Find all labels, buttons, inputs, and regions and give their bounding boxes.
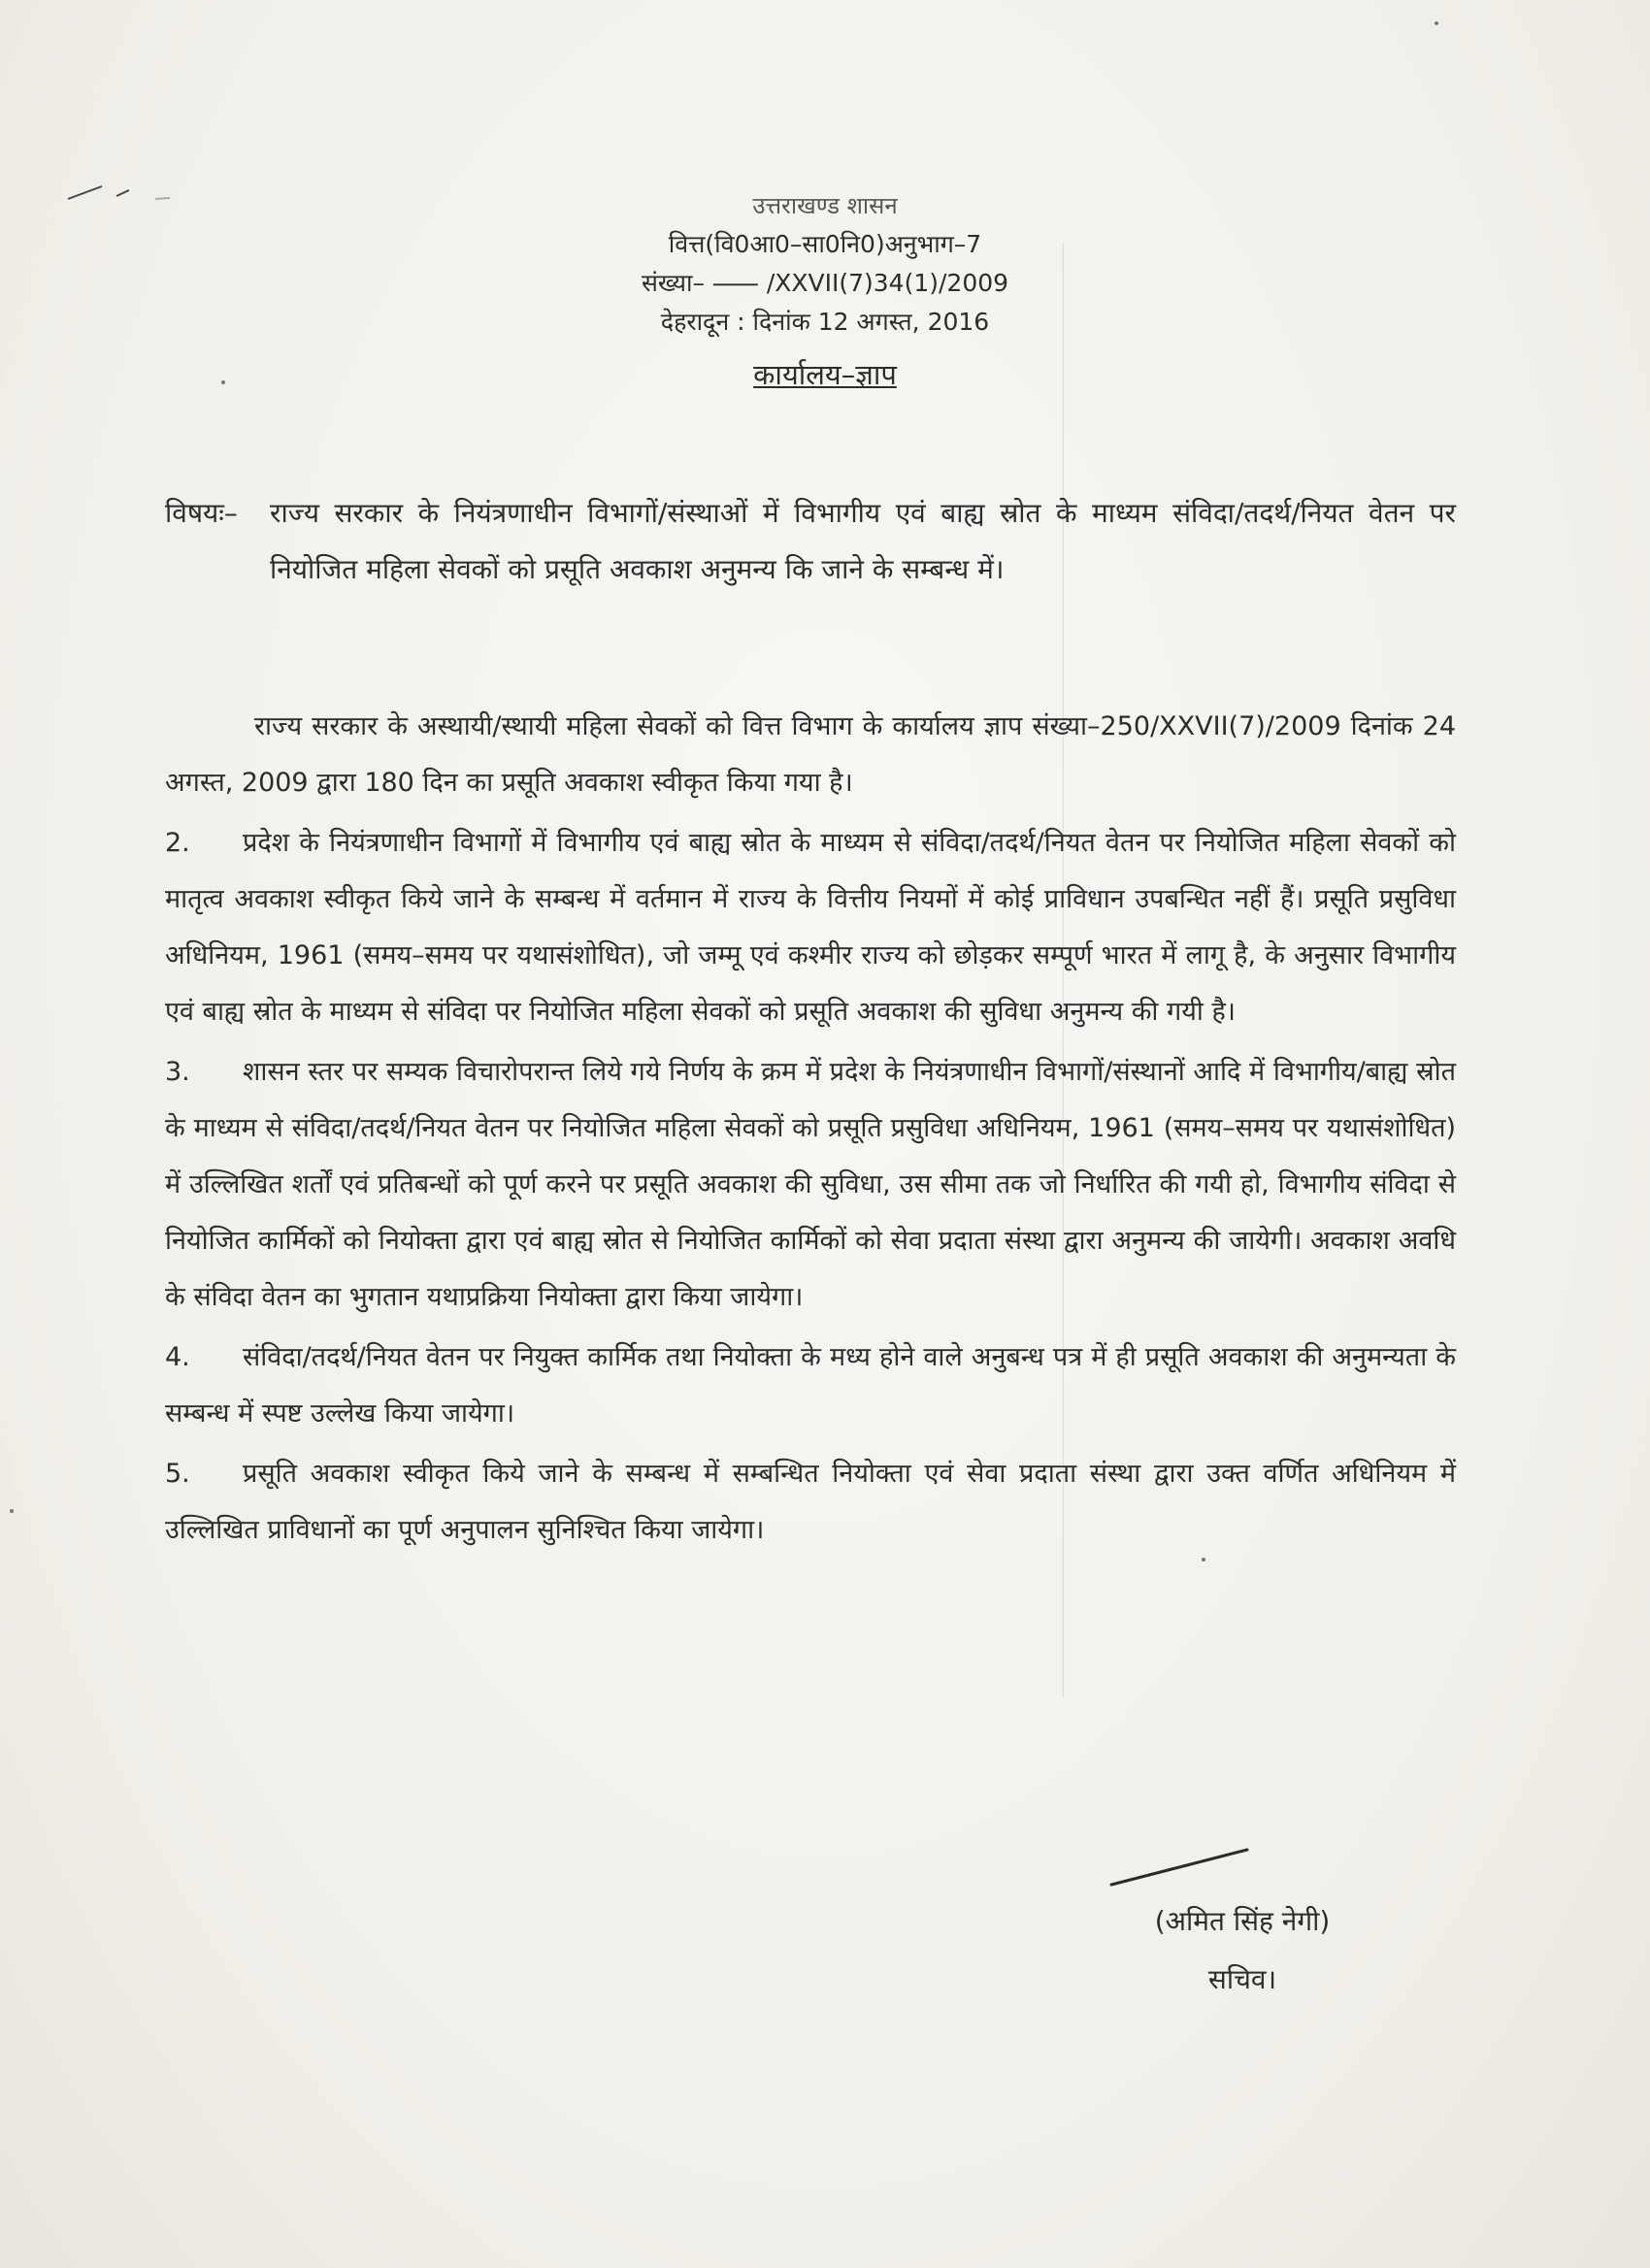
reference-number: संख्या– ⸺ /XXVII(7)34(1)/2009 — [641, 269, 1009, 297]
issue-date: देहरादून : दिनांक 12 अगस्त, 2016 — [660, 308, 990, 336]
govt-name: उत्तराखण्ड शासन — [752, 192, 898, 219]
scan-speck — [1435, 21, 1438, 25]
paragraph-3 — [165, 1044, 1456, 1326]
paragraph-4 — [165, 1330, 1456, 1442]
pen-mark — [63, 175, 180, 223]
paragraph-number: 3. — [165, 1057, 190, 1087]
subject-block — [165, 485, 1456, 598]
paragraph-text: प्रसूति अवकाश स्वीकृत किये जाने के सम्बन्ध में सम्बन्धित नियोक्ता एवं सेवा प्रदाता संस्था द्वारा उक्त वर्णित अधिनियम में उल्लिखित प्राविधानों का पूर्ण अनुपालन सुनिश्चित किया जायेगा। — [165, 1459, 1456, 1545]
scan-speck — [10, 1509, 14, 1513]
paragraph-2 — [165, 815, 1456, 1040]
scan-speck — [1202, 1558, 1205, 1561]
paragraph-5 — [165, 1446, 1456, 1559]
scan-speck — [221, 380, 225, 384]
paragraph-number: 2. — [165, 828, 190, 858]
signature-block — [1097, 1834, 1388, 2009]
document-body — [165, 699, 1456, 1562]
paragraph-text: शासन स्तर पर सम्यक विचारोपरान्त लिये गये निर्णय के क्रम में प्रदेश के नियंत्रणाधीन विभागों/संस्थानों आदि में विभागीय/बाह्य स्रोत के माध्यम से संविदा/तदर्थ/नियत वेतन पर नियोजित महिला सेवकों को प्रसूति प्रसुविधा अधिनियम, 1961 (समय–समय पर यथासंशोधित) में उल्लिखित शर्तों एवं प्रतिबन्धों को पूर्ण करने पर प्रसूति अवकाश की सुविधा, उस सीमा तक जो निर्धारित की गयी हो, विभागीय संविदा से नियोजित कार्मिकों को नियोक्ता द्वारा एवं बाह्य स्रोत से नियोजित कार्मिकों को सेवा प्रदाता संस्था द्वारा अनुमन्य की जायेगी। अवकाश अवधि के संविदा वेतन का भुगतान यथाप्रक्रिया नियोक्ता द्वारा किया जायेगा। — [165, 1057, 1456, 1312]
paragraph-text: संविदा/तदर्थ/नियत वेतन पर नियुक्त कार्मिक तथा नियोक्ता के मध्य होने वाले अनुबन्ध पत्र में ही प्रसूति अवकाश की अनुमन्यता के सम्बन्ध में स्पष्ट उल्लेख किया जायेगा। — [165, 1342, 1456, 1429]
department: वित्त(वि0आ0–सा0नि0)अनुभाग–7 — [668, 230, 982, 258]
signatory-name: (अमित सिंह नेगी) — [1154, 1905, 1331, 1937]
subject-text: राज्य सरकार के नियंत्रणाधीन विभागों/संस्थाओं में विभागीय एवं बाह्य स्रोत के माध्यम संविदा/तदर्थ/नियत वेतन पर नियोजित महिला सेवकों को प्रसूति अवकाश अनुमन्य कि जाने के सम्बन्ध में। — [270, 497, 1456, 585]
document-header — [485, 186, 1165, 396]
subject-label: विषयः– — [165, 497, 238, 529]
paragraph-1: राज्य सरकार के अस्थायी/स्थायी महिला सेवकों को वित्त विभाग के कार्यालय ज्ञाप संख्या–250/XXVII(7)/2009 दिनांक 24 अगस्त, 2009 द्वारा 180 दिन का प्रसूति अवकाश स्वीकृत किया गया है। — [165, 711, 1456, 798]
paragraph-number: 4. — [165, 1342, 190, 1372]
document-title: कार्यालय–ज्ञाप — [753, 358, 897, 391]
signatory-designation: सचिव। — [1207, 1963, 1277, 1995]
paragraph-number: 5. — [165, 1459, 190, 1489]
paragraph-text: प्रदेश के नियंत्रणाधीन विभागों में विभागीय एवं बाह्य स्रोत के माध्यम से संविदा/तदर्थ/नियत वेतन पर नियोजित महिला सेवकों को मातृत्व अवकाश स्वीकृत किये जाने के सम्बन्ध में वर्तमान में राज्य के वित्तीय नियमों में कोई प्राविधान उपबन्धित नहीं हैं। प्रसूति प्रसुविधा अधिनियम, 1961 (समय–समय पर यथासंशोधित), जो जम्मू एवं कश्मीर राज्य को छोड़कर सम्पूर्ण भारत में लागू है, के अनुसार विभागीय एवं बाह्य स्रोत के माध्यम से संविदा पर नियोजित महिला सेवकों को प्रसूति अवकाश की सुविधा अनुमन्य की गयी है। — [165, 828, 1456, 1027]
